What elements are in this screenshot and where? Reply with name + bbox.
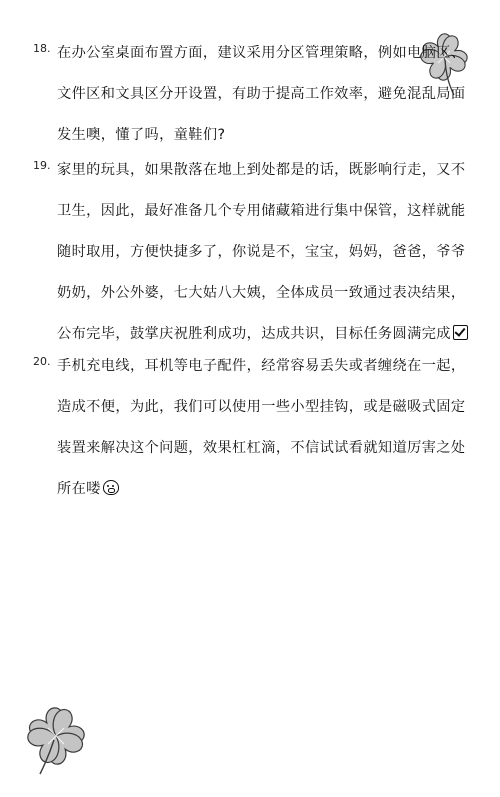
list-item-20 xyxy=(33,346,473,510)
item-text-container xyxy=(57,346,473,510)
list-item-18 xyxy=(33,33,473,156)
face-emoji-icon xyxy=(103,480,119,495)
item-number: 20. xyxy=(33,355,51,368)
item-text-container xyxy=(57,150,473,355)
check-box-emoji-icon xyxy=(453,325,468,340)
list-item-19 xyxy=(33,150,473,355)
item-text: 家里的玩具，如果散落在地上到处都是的话，既影响行走，又不卫生，因此，最好准备几个专用储藏箱进行集中保管，这样就能随时取用，方便快捷多了，你说是不，宝宝，妈妈，爸爸，爷爷奶奶，外公外婆，七大姑八大姨，全体成员一致通过表决结果，公布完毕，鼓掌庆祝胜利成功，达成共识，目标任务圆满完成 xyxy=(57,162,466,342)
item-text: 手机充电线，耳机等电子配件，经常容易丢失或者缠绕在一起，造成不便，为此，我们可以使用一些小型挂钩，或是磁吸式固定装置来解决这个问题，效果杠杠滴，不信试试看就知道厉害之处所在喽 xyxy=(57,358,466,497)
item-text: 在办公室桌面布置方面，建议采用分区管理策略，例如电脑区、文件区和文具区分开设置，有助于提高工作效率，避免混乱局面发生噢，懂了吗，童鞋们? xyxy=(57,45,466,143)
item-number: 19. xyxy=(33,159,51,172)
item-number: 18. xyxy=(33,42,51,55)
four-leaf-clover-icon xyxy=(26,706,88,778)
